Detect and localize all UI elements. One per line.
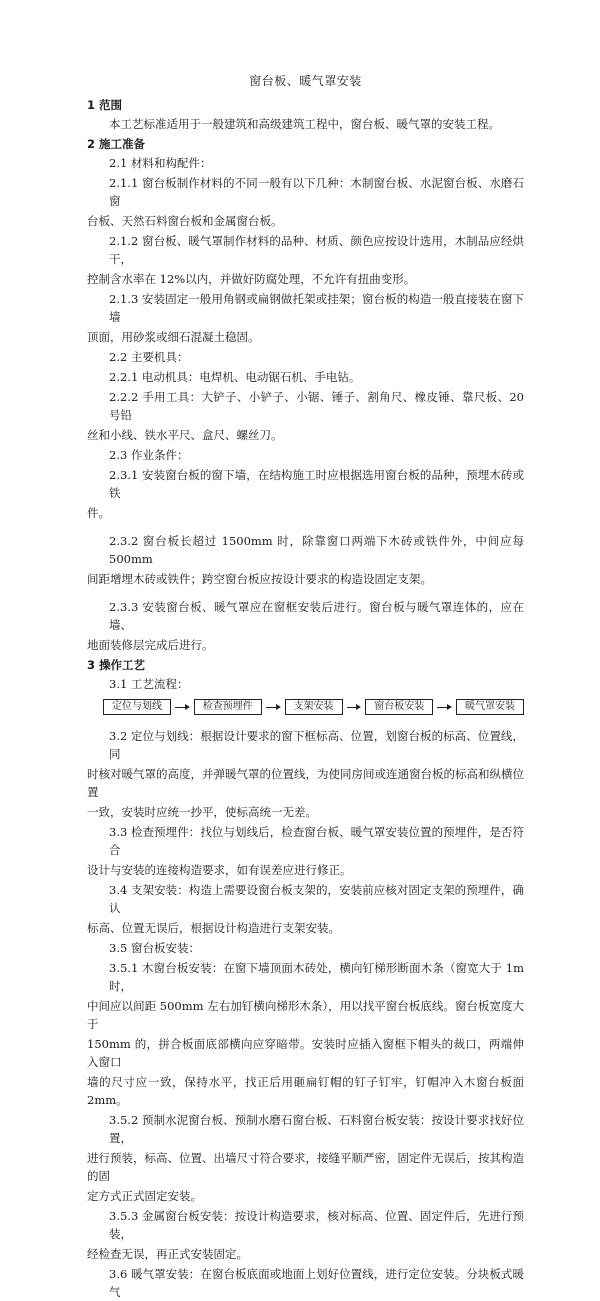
para-3-3-line2: 设计与安装的连接构造要求，如有误差应进行修正。	[87, 863, 352, 877]
para-3-5-1-line2: 中间应以间距 500mm 左右加钉横向梯形木条），用以找平窗台板底线。窗台板宽度大于	[87, 999, 524, 1031]
section-1-text: 本工艺标准适用于一般建筑和高级建筑工程中，窗台板、暖气罩的安装工程。	[109, 117, 500, 131]
para-3-5-3-line1: 3.5.3 金属窗台板安装：按设计构造要求，核对标高、位置、固定件后，先进行预装，	[109, 1209, 524, 1241]
section-2-heading: 2 施工准备	[87, 137, 146, 151]
para-2-3-1-line2: 件。	[87, 506, 110, 520]
para-3-5-2-line2: 进行预装，标高、位置、出墙尺寸符合要求，接缝平顺严密，固定件无误后，按其构造的固	[87, 1151, 524, 1183]
para-2-1-2-line2: 控制含水率在 12%以内，并做好防腐处理，不允许有扭曲变形。	[87, 272, 416, 286]
para-3-6-line1: 3.6 暖气罩安装：在窗台板底面或地面上划好位置线，进行定位安装。分块板式暖气	[109, 1267, 524, 1299]
para-2-3-2-line2: 间距增埋木砖或铁件；跨空窗台板应按设计要求的构造设固定支架。	[87, 572, 432, 586]
para-2-1-3-line1: 2.1.3 安装固定一般用角钢或扁钢做托架或挂架；窗台板的构造一般直接装在窗下墙	[109, 292, 524, 324]
flow-arrow-icon	[433, 700, 456, 714]
para-2-3-3-line1: 2.3.3 安装窗台板、暖气罩应在窗框安装后进行。窗台板与暖气罩连体的，应在墙、	[109, 600, 524, 632]
section-3-heading: 3 操作工艺	[87, 658, 146, 672]
subsection-3-5: 3.5 窗台板安装：	[109, 941, 200, 955]
subsection-2-3: 2.3 作业条件：	[109, 448, 189, 462]
section-1-heading: 1 范围	[87, 98, 123, 112]
flow-step-1: 定位与划线	[103, 699, 171, 715]
para-3-4-line1: 3.4 支架安装：构造上需要设窗台板支架的，安装前应核对固定支架的预埋件，确认	[109, 883, 524, 915]
para-3-4-line2: 标高、位置无误后，根据设计构造进行支架安装。	[87, 921, 340, 935]
para-3-2-line2: 时核对暖气罩的高度，并弹暖气罩的位置线，为使同房间或连通窗台板的标高和纵横位置	[87, 767, 524, 799]
process-flowchart	[103, 697, 524, 717]
flow-arrow-icon	[343, 700, 366, 714]
subsection-2-2: 2.2 主要机具：	[109, 350, 189, 364]
para-3-5-2-line3: 定方式正式固定安装。	[87, 1189, 202, 1203]
para-2-1-1-line1: 2.1.1 窗台板制作材料的不同一般有以下几种：木制窗台板、水泥窗台板、水磨石窗	[109, 176, 524, 208]
flow-step-5: 暖气罩安装	[456, 699, 524, 715]
para-2-3-2-line1: 2.3.2 窗台板长超过 1500mm 时，除靠窗口两端下木砖或铁件外，中间应每 500mm	[109, 534, 524, 566]
para-2-1-2-line1: 2.1.2 窗台板、暖气罩制作材料的品种、材质、颜色应按设计选用，木制品应经烘干，	[109, 234, 524, 266]
para-3-3-line1: 3.3 检查预埋件：找位与划线后，检查窗台板、暖气罩安装位置的预埋件，是否符合	[109, 825, 524, 857]
para-2-3-3-line2: 地面装修层完成后进行。	[87, 638, 214, 652]
para-3-5-1-line3: 150mm 的，拼合板面底部横向应穿暗带。安装时应插入窗框下帽头的裁口，两端伸入窗口	[87, 1037, 524, 1069]
para-3-5-1-line1: 3.5.1 木窗台板安装：在窗下墙顶面木砖处，横向钉梯形断面木条（窗宽大于 1m 时，	[109, 961, 524, 993]
para-2-3-1-line1: 2.3.1 安装窗台板的窗下墙，在结构施工时应根据选用窗台板的品种，预埋木砖或铁	[109, 468, 524, 500]
para-3-5-1-line4: 墙的尺寸应一致，保持水平，找正后用砸扁钉帽的钉子钉牢，钉帽冲入木窗台板面 2mm。	[87, 1075, 524, 1107]
para-2-2-1: 2.2.1 电动机具：电焊机、电动锯石机、手电钻。	[109, 370, 361, 384]
para-3-2-line1: 3.2 定位与划线：根据设计要求的窗下框标高、位置，划窗台板的标高、位置线，同	[109, 729, 524, 761]
para-2-1-1-line2: 台板、天然石料窗台板和金属窗台板。	[87, 214, 283, 228]
para-3-5-2-line1: 3.5.2 预制水泥窗台板、预制水磨石窗台板、石料窗台板安装：按设计要求找好位置，	[109, 1113, 524, 1145]
flow-step-2: 检查预埋件	[194, 699, 262, 715]
flow-step-3: 支架安装	[285, 699, 343, 715]
flow-step-4: 窗台板安装	[365, 699, 433, 715]
document-title: 窗台板、暖气罩安装	[249, 74, 362, 88]
flow-arrow-icon	[171, 700, 194, 714]
subsection-2-1: 2.1 材料和构配件：	[109, 156, 212, 170]
flow-arrow-icon	[262, 700, 285, 714]
subsection-3-1: 3.1 工艺流程：	[109, 677, 189, 691]
para-2-2-2-line2: 丝和小线、铁水平尺、盒尺、螺丝刀。	[87, 428, 283, 442]
para-2-1-3-line2: 顶面，用砂浆或细石混凝土稳固。	[87, 330, 260, 344]
para-2-2-2-line1: 2.2.2 手用工具：大铲子、小铲子、小锯、锤子、割角尺、橡皮锤、靠尺板、20 号铅	[109, 390, 524, 422]
para-3-2-line3: 一致，安装时应统一抄平，使标高统一无差。	[87, 805, 317, 819]
para-3-5-3-line2: 经检查无误，再正式安装固定。	[87, 1247, 248, 1261]
